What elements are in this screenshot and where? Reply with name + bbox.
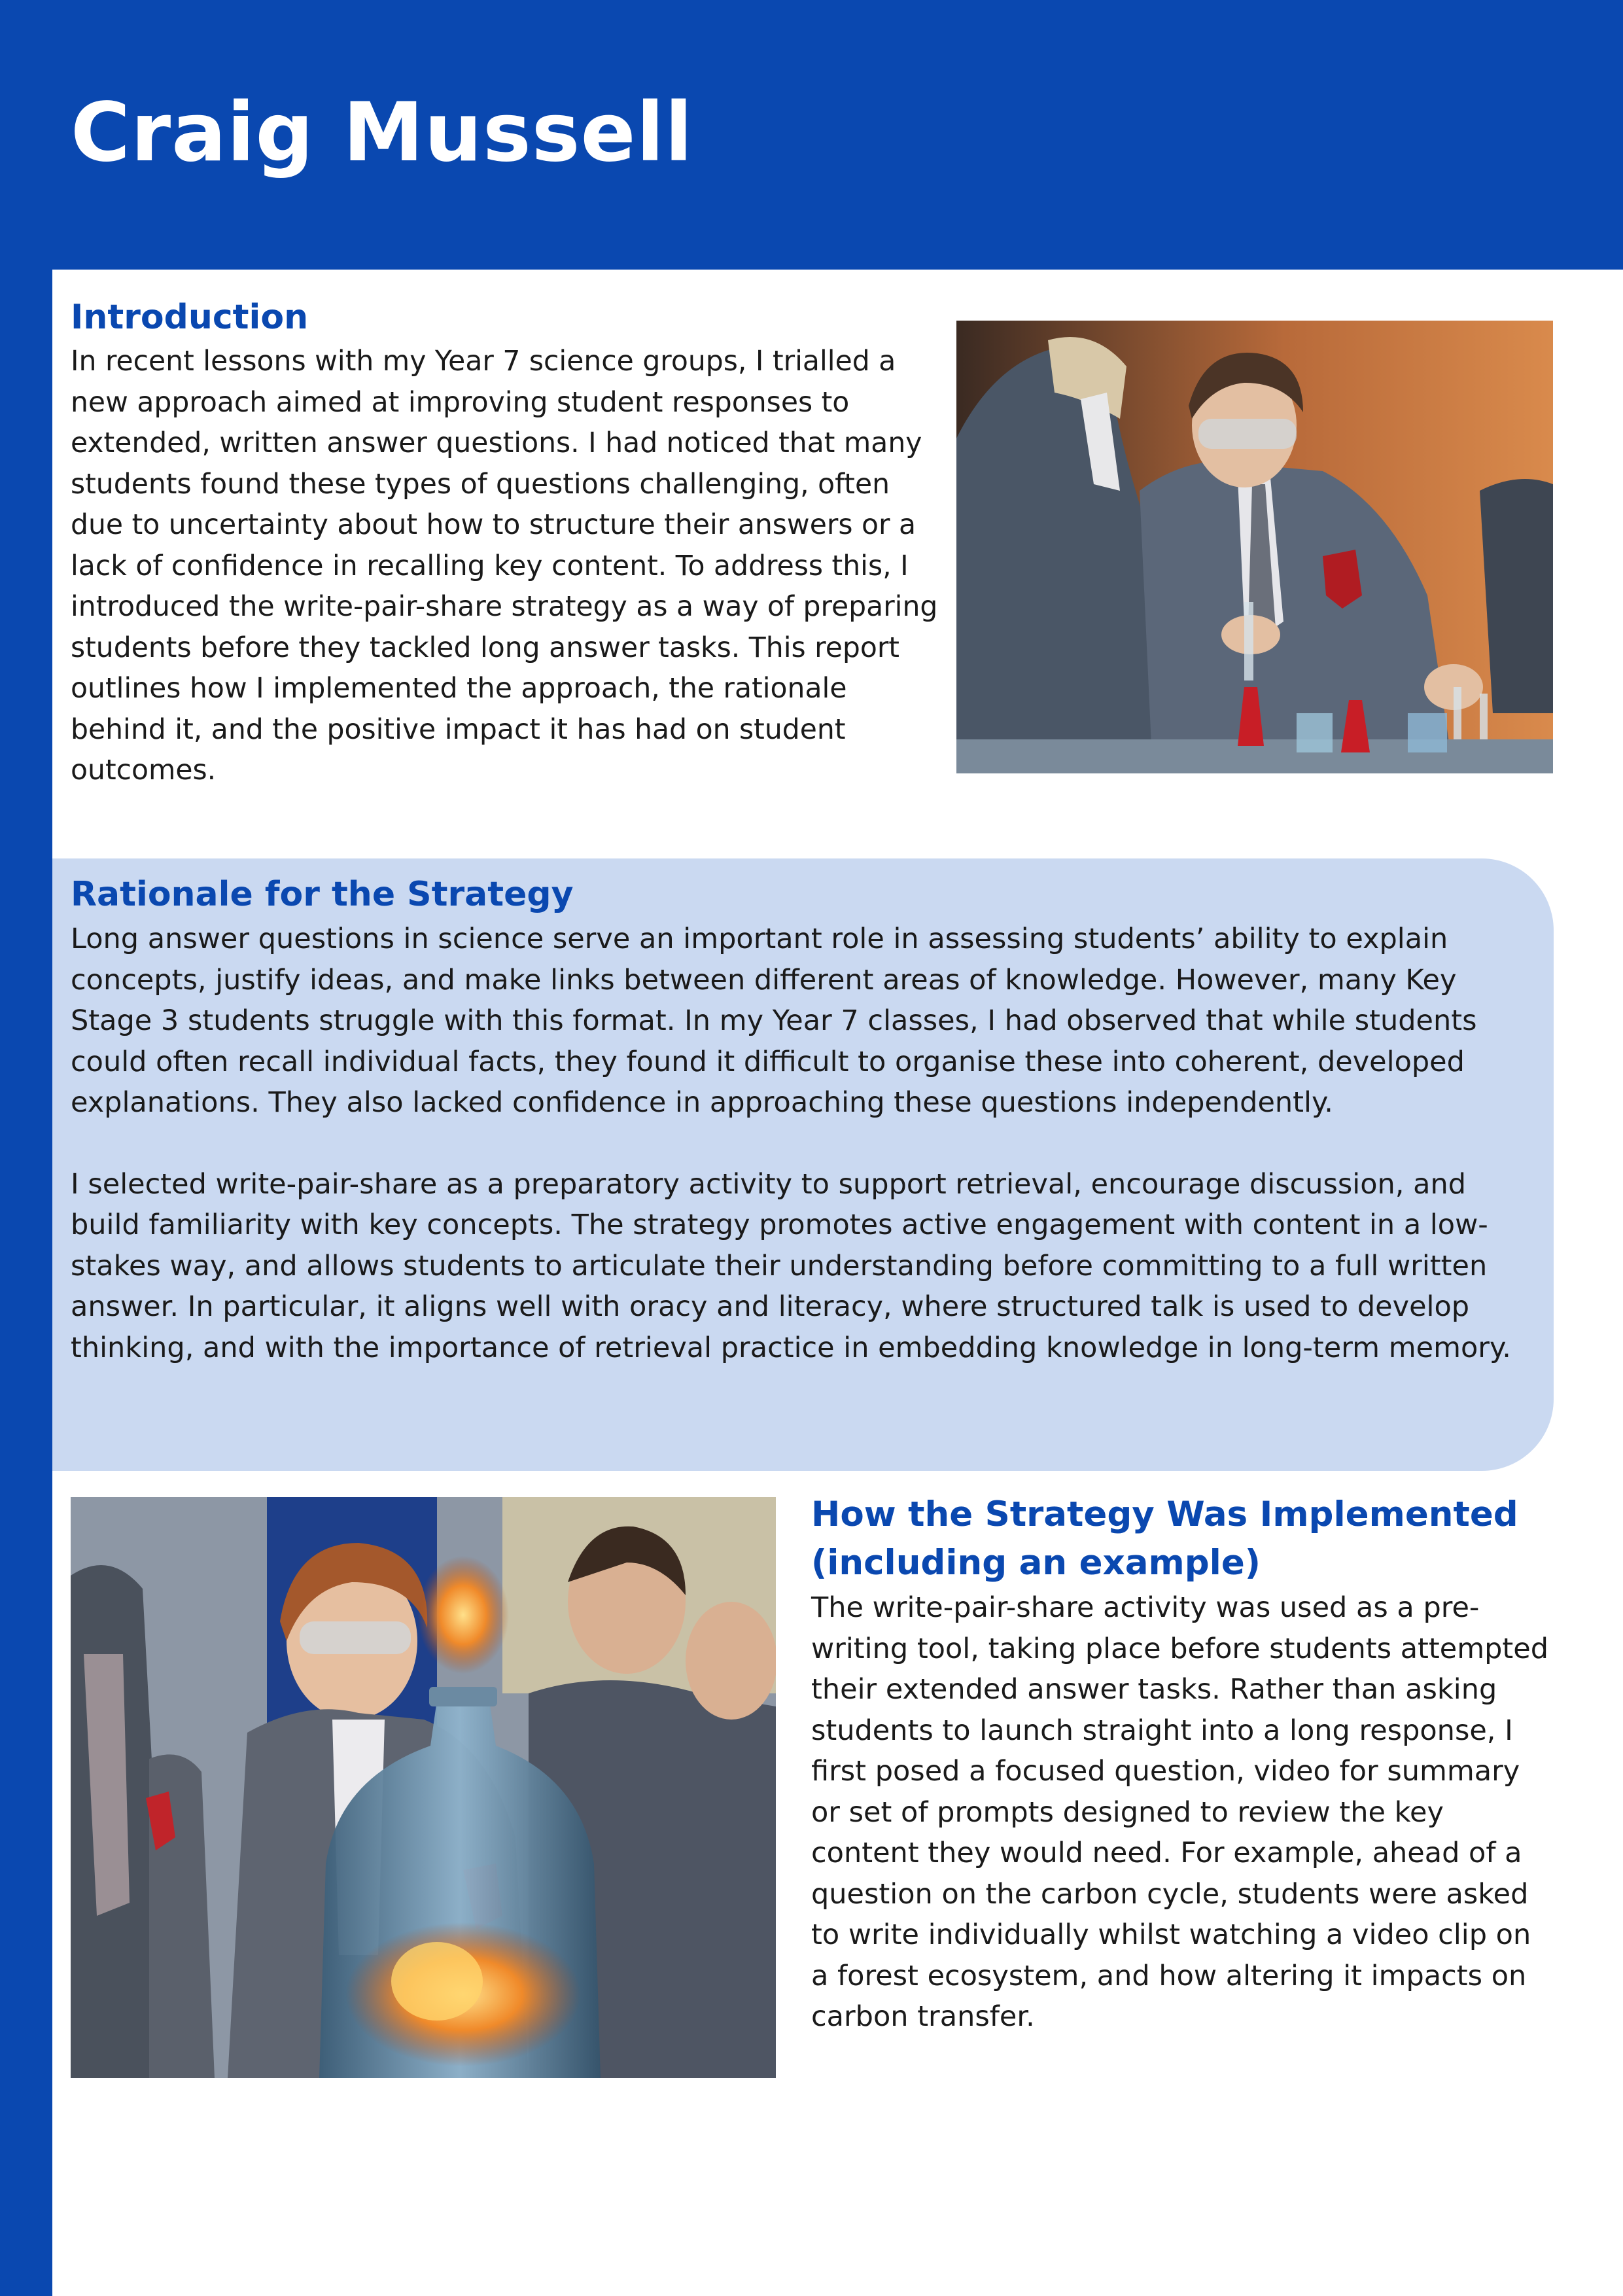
left-accent-bar xyxy=(0,270,52,2296)
implementation-heading-line-1: How the Strategy Was Implemented xyxy=(811,1494,1518,1534)
rationale-paragraph-1: Long answer questions in science serve an important role in assessing students’ ability to explain concepts, justify ideas, and make links between different areas of knowledge. However, many Key Stage 3 students struggle with this format. In my Year 7 classes, I had observed that while students could often recall individual facts, they found it difficult to organise these into coherent, developed explanations. They also lacked confidence in approaching these questions independently. xyxy=(71,923,1477,1119)
header-banner xyxy=(0,0,1623,270)
paragraph-spacer xyxy=(71,1123,1536,1164)
flame-experiment-photo xyxy=(71,1497,776,2078)
implementation-heading-line-2: (including an example) xyxy=(811,1543,1261,1583)
rationale-paragraph-2: I selected write-pair-share as a preparatory activity to support retrieval, encourage discussion, and build familiarity with key concepts. The strategy promotes active engagement with content in a low-stakes way, and allows students to articulate their understanding before committing to a full written answer. In particular, it aligns well with oracy and literacy, where structured talk is used to develop thinking, and with the importance of retrieval practice in embedding knowledge in long-term memory. xyxy=(71,1167,1511,1364)
implementation-body: The write-pair-share activity was used as a pre-writing tool, taking place before students attempted their extended answer tasks. Rather than asking students to launch straight into a long response, I first posed a focused question, video for summary or set of prompts designed to review the key content they would need. For example, ahead of a question on the carbon cycle, students were asked to write individually whilst watching a video clip on a forest ecosystem, and how altering it impacts on carbon transfer. xyxy=(811,1591,1549,2033)
introduction-heading: Introduction xyxy=(71,298,309,337)
introduction-body: In recent lessons with my Year 7 science groups, I trialled a new approach aimed at improving student responses to extended, written answer questions. I had noticed that many students found these types of questions challenging, often due to uncertainty about how to structure their answers or a lack of confidence in recalling key content. To address this, I introduced the write-pair-share strategy as a way of preparing students before they tackled long answer tasks. This report outlines how I implemented the approach, the rationale behind it, and the positive impact it has had on student outcomes. xyxy=(71,345,938,786)
implementation-section xyxy=(811,1491,1550,2038)
rationale-section xyxy=(71,870,1536,1368)
page-title: Craig Mussell xyxy=(71,86,693,180)
rationale-heading: Rationale for the Strategy xyxy=(71,875,574,914)
lab-students-photo xyxy=(956,321,1553,773)
introduction-section xyxy=(71,293,941,792)
